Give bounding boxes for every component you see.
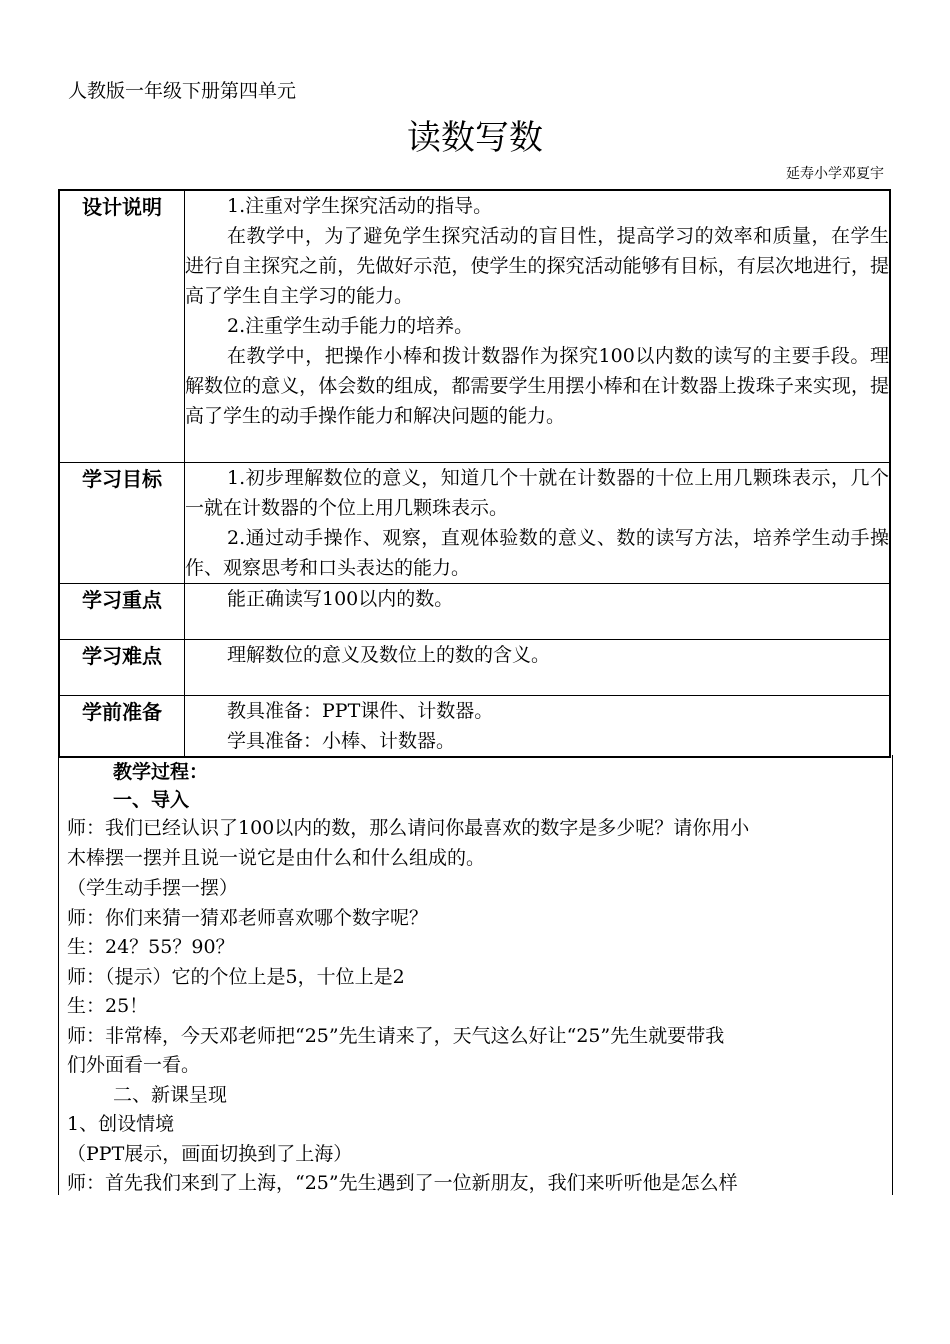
- section-new-lesson-heading: 二、新课呈现: [113, 1084, 228, 1106]
- table-row: [59, 190, 890, 462]
- row-content-difficulty: [185, 639, 891, 695]
- row-label-difficulty: 学习难点: [59, 639, 185, 695]
- teaching-process: [58, 755, 893, 1195]
- table-row: [59, 639, 890, 695]
- row-content-goals: [185, 462, 891, 583]
- dialogue-line: 师：非常棒，今天邓老师把“25”先生请来了，天气这么好让“25”先生就要带我: [67, 1025, 725, 1047]
- row-content-design: [185, 190, 891, 462]
- dialogue-line: 师：首先我们来到了上海，“25”先生遇到了一位新朋友，我们来听听他是怎么样: [67, 1172, 738, 1194]
- row-label-goals: 学习目标: [59, 462, 185, 583]
- dialogue-line: （PPT展示，画面切换到了上海）: [67, 1143, 353, 1165]
- row-content-prep: [185, 695, 891, 757]
- page-title: 读数写数: [407, 118, 543, 158]
- paragraph: 理解数位的意义及数位上的数的含义。: [227, 643, 551, 666]
- process-heading: 教学过程：: [113, 761, 209, 783]
- table-row: [59, 695, 890, 757]
- paragraph: 2.注重学生动手能力的培养。: [227, 315, 474, 337]
- dialogue-line: （学生动手摆一摆）: [67, 877, 239, 899]
- table-row: [59, 583, 890, 639]
- paragraph: 教具准备：PPT课件、计数器。: [227, 699, 494, 722]
- table-row: [59, 462, 890, 583]
- dialogue-line: 生：25！: [67, 995, 149, 1017]
- paragraph: 在教学中，把操作小棒和拨计数器作为探究100以内数的读写的主要手段。理解数位的意义，体会数的组成，都需要学生用摆小棒和在计数器上拨珠子来实现，提高了学生的动手操作能力和解决问题的能力。: [185, 345, 889, 427]
- row-content-focus: [185, 583, 891, 639]
- dialogue-line: 们外面看一看。: [67, 1054, 201, 1076]
- section-intro-heading: 一、导入: [113, 789, 190, 811]
- paragraph: 2.通过动手操作、观察，直观体验数的意义、数的读写方法，培养学生动手操作、观察思考和口头表达的能力。: [185, 526, 889, 579]
- paragraph: 在教学中，为了避免学生探究活动的盲目性，提高学习的效率和质量，在学生进行自主探究之前，先做好示范，使学生的探究活动能够有目标，有层次地进行，提高了学生自主学习的能力。: [185, 225, 889, 307]
- paragraph: 1.初步理解数位的意义，知道几个十就在计数器的十位上用几颗珠表示，几个一就在计数器的个位上用几颗珠表示。: [185, 466, 889, 519]
- dialogue-line: 师：你们来猜一猜邓老师喜欢哪个数字呢？: [67, 907, 429, 929]
- row-label-prep: 学前准备: [59, 695, 185, 757]
- dialogue-line: 木棒摆一摆并且说一说它是由什么和什么组成的。: [67, 847, 486, 869]
- dialogue-line: 生：24？55？90？: [67, 936, 235, 958]
- dialogue-line: 师：我们已经认识了100以内的数，那么请问你最喜欢的数字是多少呢？请你用小: [67, 817, 750, 839]
- author-line: 延寿小学邓夏宇: [786, 166, 884, 182]
- row-label-focus: 学习重点: [59, 583, 185, 639]
- paragraph: 1.注重对学生探究活动的指导。: [227, 195, 493, 217]
- unit-heading: 人教版一年级下册第四单元: [68, 80, 297, 102]
- paragraph: 学具准备：小棒、计数器。: [227, 729, 456, 752]
- row-label-design: 设计说明: [59, 190, 185, 462]
- subsection-heading: 1、创设情境: [67, 1113, 175, 1135]
- paragraph: 能正确读写100以内的数。: [227, 587, 454, 610]
- lesson-plan-table: [58, 189, 891, 758]
- dialogue-line: 师：（提示）它的个位上是5，十位上是2: [67, 966, 405, 988]
